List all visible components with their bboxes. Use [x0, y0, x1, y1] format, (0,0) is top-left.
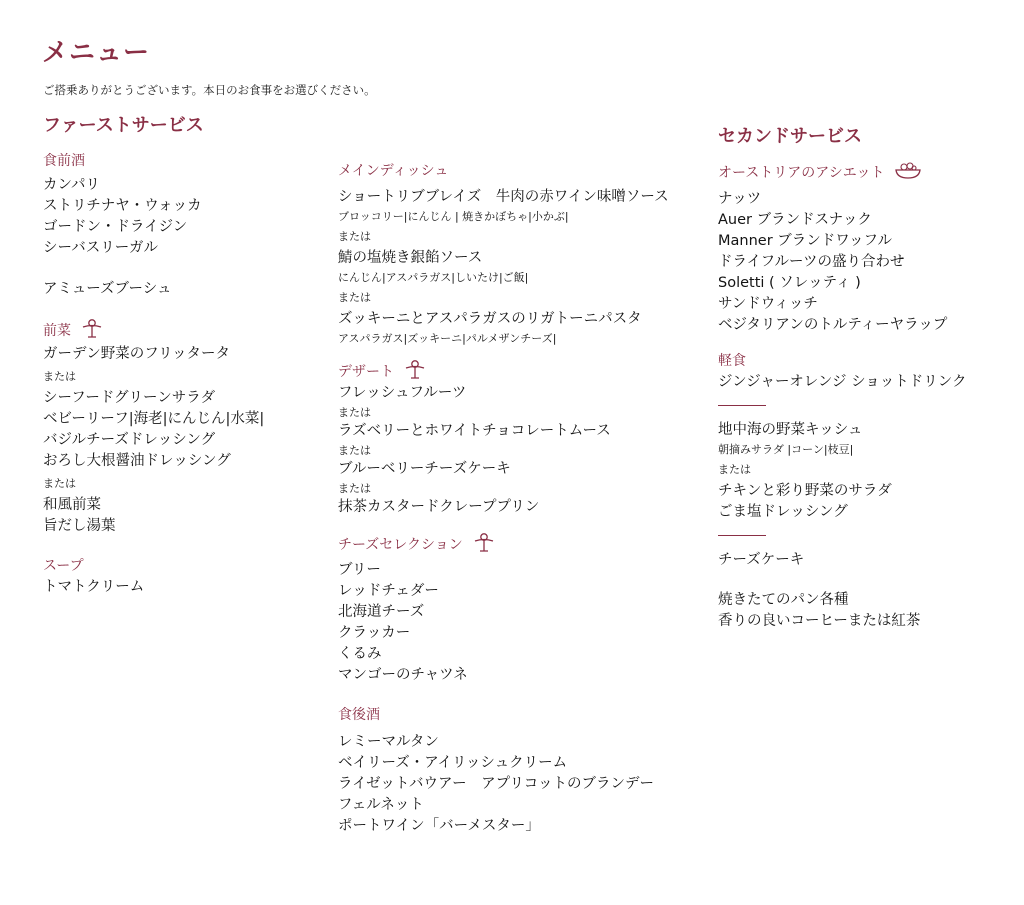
dessert-item: フレッシュフルーツ	[338, 385, 467, 401]
cheese-item: 北海道チーズ	[338, 604, 425, 620]
light-meal-option: チキンと彩り野菜のサラダ	[718, 483, 892, 499]
digestif-heading: 食後酒	[338, 707, 380, 723]
austrian-item: サンドウィッチ	[718, 296, 818, 312]
appetizer-heading: 前菜	[43, 323, 71, 339]
light-meal-drink: ジンジャーオレンジ ショットドリンク	[718, 374, 967, 390]
austrian-item: Auer ブランドスナック	[718, 212, 872, 228]
digestif-item: ベイリーズ・アイリッシュクリーム	[338, 755, 568, 771]
main-dish-sides: ブロッコリー|にんじん | 焼きかぼちゃ|小かぶ|	[338, 210, 569, 223]
austrian-item: Soletti ( ソレッティ )	[718, 275, 861, 291]
soup-heading: スープ	[43, 558, 84, 574]
cheese-item: ブリー	[338, 562, 381, 578]
or-label: または	[718, 463, 751, 476]
appetizer-detail: おろし大根醤油ドレッシング	[43, 453, 231, 469]
aperitif-item: シーバスリーガル	[43, 240, 158, 256]
austrian-heading-row	[718, 162, 1018, 184]
first-service-column	[43, 113, 333, 598]
austrian-item: Manner ブランドワッフル	[718, 233, 892, 249]
cheese-heading-row	[338, 534, 718, 556]
appetizer-option: シーフードグリーンサラダ	[43, 390, 216, 406]
aperitif-heading: 食前酒	[43, 153, 85, 169]
main-dish-sides: にんじん|アスパラガス|しいたけ|ご飯|	[338, 271, 529, 284]
beverage-item: 香りの良いコーヒーまたは紅茶	[718, 613, 921, 629]
austrian-item: ドライフルーツの盛り合わせ	[718, 254, 905, 270]
vegetarian-icon	[473, 531, 495, 560]
light-meal-heading: 軽食	[718, 353, 746, 369]
main-dish: ショートリブブレイズ 牛肉の赤ワイン味噌ソース	[338, 189, 669, 205]
light-meal-option: 地中海の野菜キッシュ	[718, 422, 863, 438]
or-label: または	[338, 406, 371, 419]
or-label: または	[338, 482, 371, 495]
main-dish-sides: アスパラガス|ズッキーニ|パルメザンチーズ|	[338, 332, 557, 345]
second-service-column	[718, 124, 1018, 632]
or-label: または	[338, 230, 371, 243]
dessert-heading: デザート	[338, 364, 394, 380]
or-label: または	[43, 477, 76, 490]
second-service-heading: セカンドサービス	[718, 126, 862, 147]
or-label: または	[43, 370, 76, 383]
dessert-heading-row	[338, 361, 718, 383]
cheesecake-item: チーズケーキ	[718, 552, 805, 568]
salad-bowl-icon	[894, 160, 922, 187]
cheese-item: クラッカー	[338, 625, 411, 641]
digestif-item: ライゼットバウアー アプリコットのブランデー	[338, 776, 654, 792]
or-label: または	[338, 444, 371, 457]
austrian-heading: オーストリアのアシエット	[718, 165, 885, 181]
digestif-item: ポートワイン「バーメスター」	[338, 818, 540, 834]
main-dish: ズッキーニとアスパラガスのリガトーニパスタ	[338, 311, 642, 327]
dessert-item: 抹茶カスタードクレーププリン	[338, 499, 540, 515]
appetizer-option: 和風前菜	[43, 497, 101, 513]
aperitif-item: ストリチナヤ・ウォッカ	[43, 198, 202, 214]
austrian-item: ナッツ	[718, 191, 762, 207]
amuse-item: アミューズブーシュ	[43, 281, 172, 297]
soup-item: トマトクリーム	[43, 579, 145, 595]
greeting-text: ご搭乗ありがとうございます。本日のお食事をお選びください。	[43, 83, 376, 97]
dessert-item: ブルーベリーチーズケーキ	[338, 461, 511, 477]
aperitif-item: カンパリ	[43, 177, 100, 193]
main-dish: 鯖の塩焼き銀餡ソース	[338, 250, 483, 266]
cheese-item: くるみ	[338, 646, 382, 662]
light-meal-detail: ごま塩ドレッシング	[718, 504, 848, 520]
vegetarian-icon	[81, 317, 103, 346]
bread-item: 焼きたてのパン各種	[718, 592, 849, 608]
main-heading: メインディッシュ	[338, 163, 449, 179]
aperitif-item: ゴードン・ドライジン	[43, 219, 188, 235]
dessert-item: ラズベリーとホワイトチョコレートムース	[338, 423, 611, 439]
appetizer-detail: 旨だし湯葉	[43, 518, 116, 534]
appetizer-option: ガーデン野菜のフリッタータ	[43, 346, 231, 362]
cheese-heading: チーズセレクション	[338, 537, 463, 553]
cheese-item: レッドチェダー	[338, 583, 439, 599]
austrian-item: ベジタリアンのトルティーヤラップ	[718, 317, 948, 333]
or-label: または	[338, 291, 371, 304]
appetizer-detail: ベビーリーフ|海老|にんじん|水菜|	[43, 411, 265, 427]
main-column	[338, 160, 718, 837]
appetizer-heading-row	[43, 320, 333, 342]
first-service-heading: ファーストサービス	[43, 115, 204, 136]
digestif-item: レミーマルタン	[338, 734, 439, 750]
digestif-item: フェルネット	[338, 797, 424, 813]
menu-title: メニュー	[42, 38, 151, 68]
cheese-item: マンゴーのチャツネ	[338, 667, 468, 683]
appetizer-detail: バジルチーズドレッシング	[43, 432, 216, 448]
light-meal-side: 朝摘みサラダ |コーン|枝豆|	[718, 443, 854, 456]
